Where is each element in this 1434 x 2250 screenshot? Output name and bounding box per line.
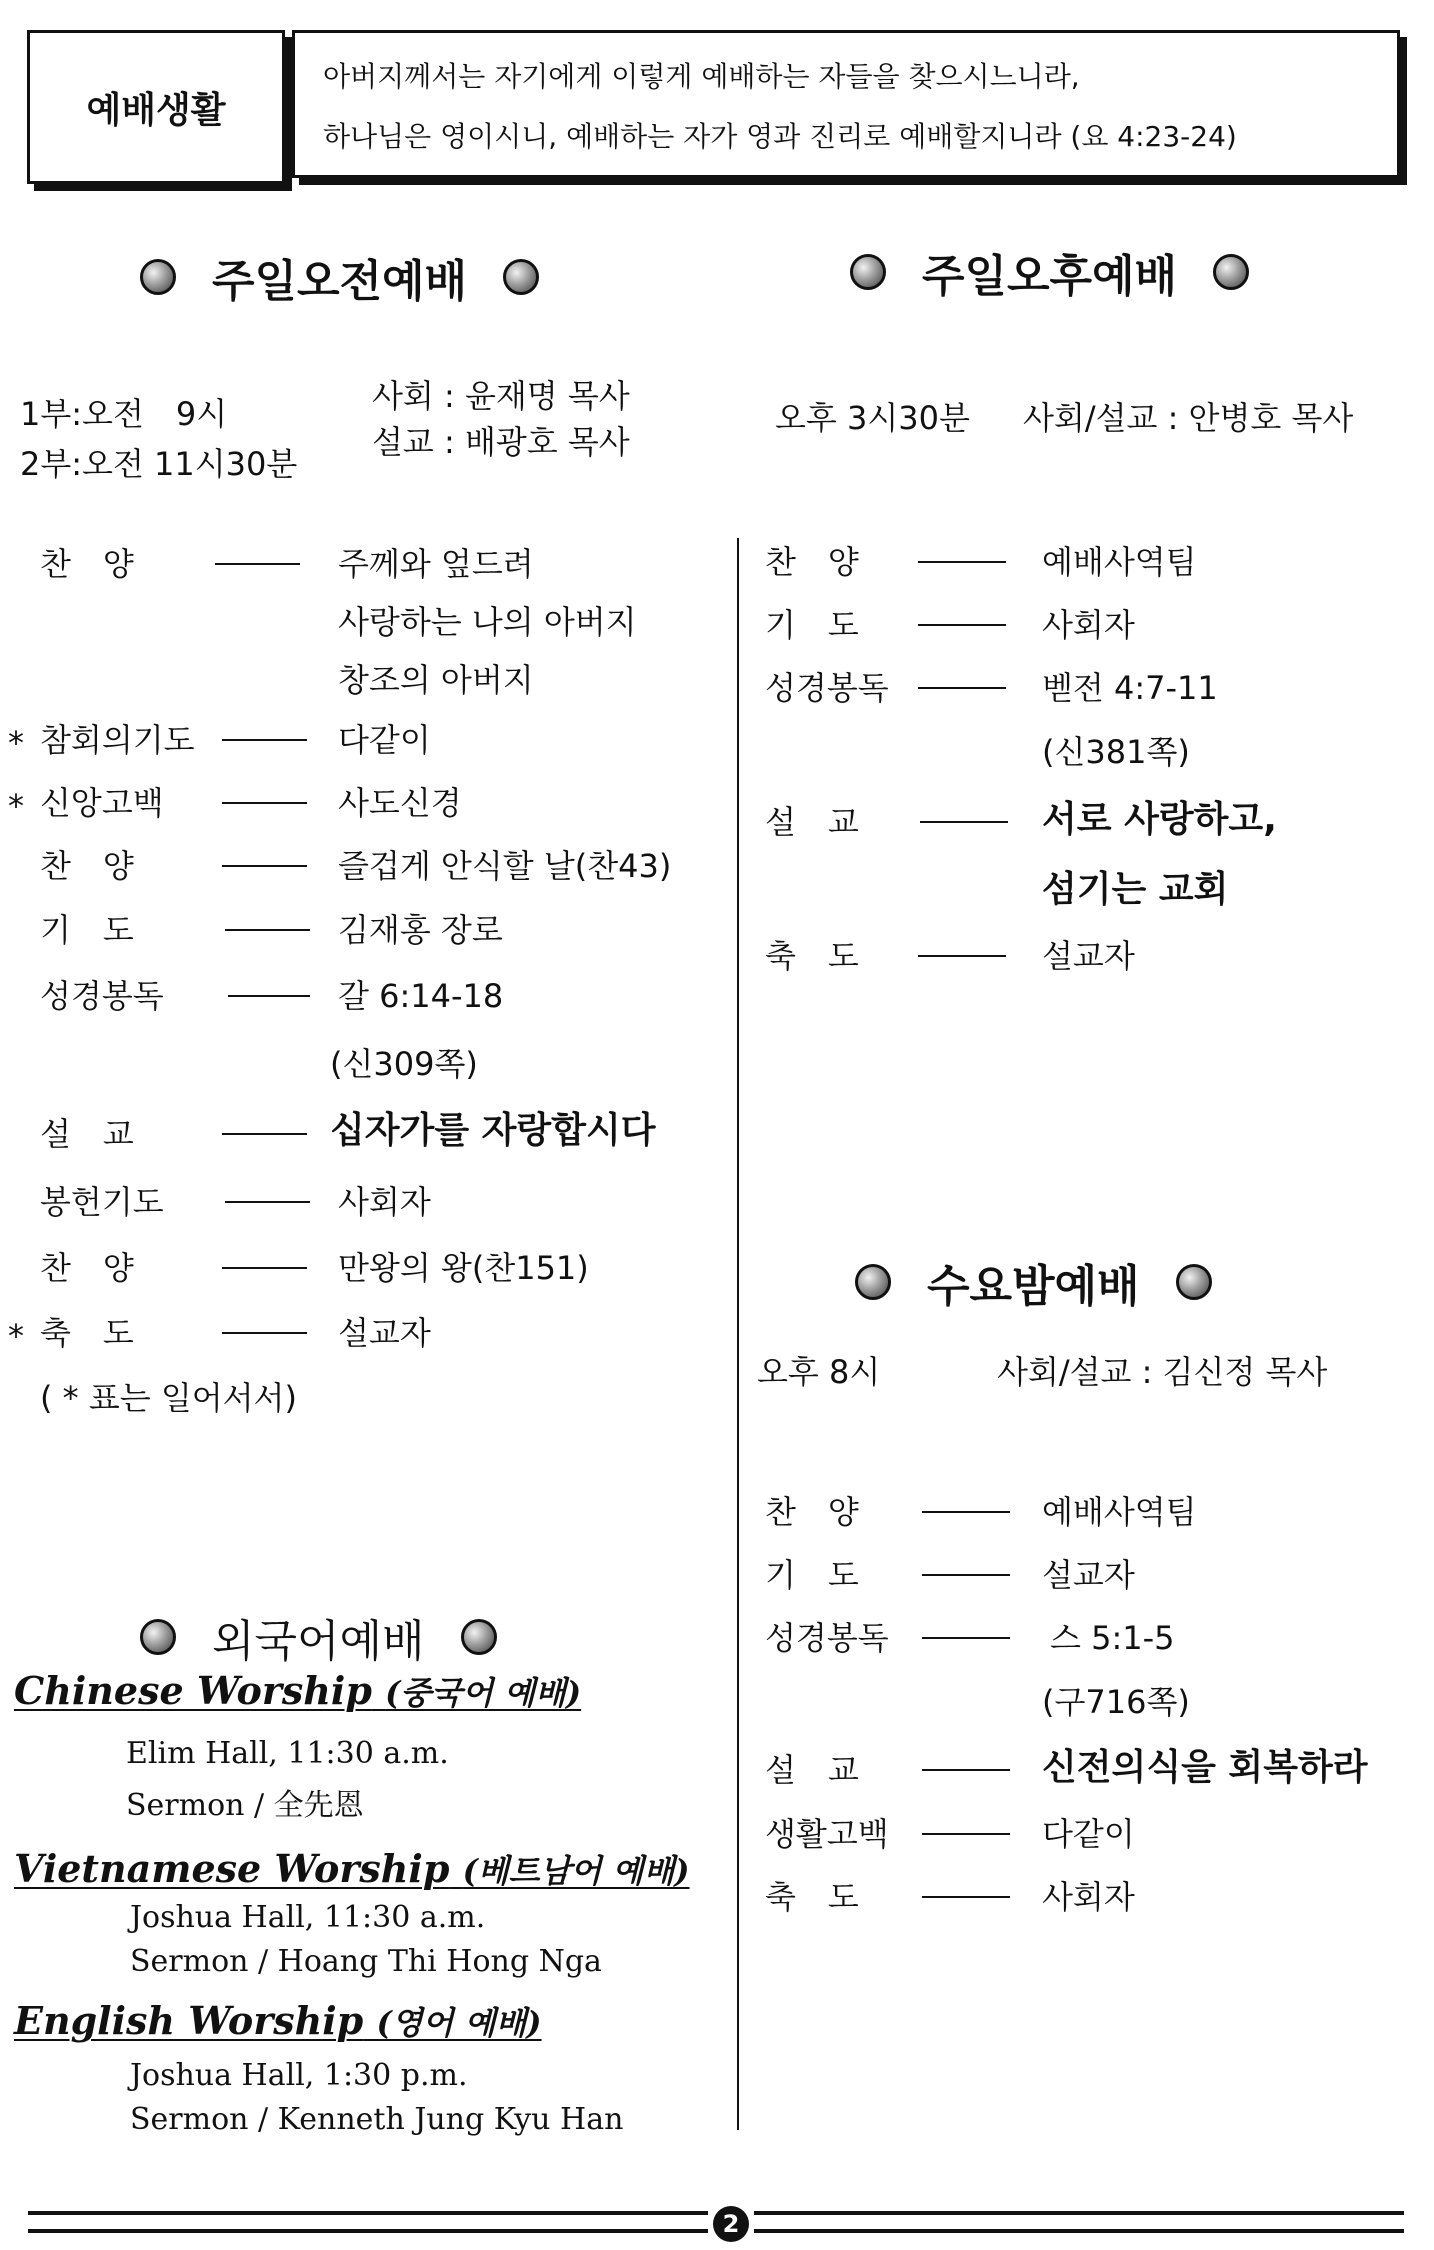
footer-rule-left-top xyxy=(28,2211,708,2215)
bullet-icon xyxy=(503,259,539,295)
order-label: 찬 양 xyxy=(765,543,859,581)
order-value: 주께와 엎드려 xyxy=(338,545,534,583)
footer-rule-right-bottom xyxy=(754,2229,1404,2233)
chinese-worship-sermon: Sermon / 全先恩 xyxy=(126,1788,364,1823)
morning-title-text: 주일오전예배 xyxy=(212,256,468,307)
bullet-icon xyxy=(140,259,176,295)
dash-line xyxy=(922,1637,1010,1639)
standing-note: ( * 표는 일어서서) xyxy=(40,1379,297,1417)
section-label xyxy=(27,30,285,184)
wednesday-title-text: 수요밤예배 xyxy=(927,1261,1140,1312)
order-value: 예배사역팀 xyxy=(1042,543,1197,581)
verse-line-1: 아버지께서는 자기에게 이렇게 예배하는 자들을 찾으시느니라, xyxy=(323,60,1080,93)
order-label: 생활고백 xyxy=(765,1815,889,1853)
morning-time-2: 2부:오전 11시30분 xyxy=(20,445,298,483)
order-label: 축 도 xyxy=(765,1878,859,1916)
afternoon-time: 오후 3시30분 xyxy=(775,399,970,437)
order-value: 다같이 xyxy=(338,721,431,759)
service-name-korean: (영어 예배) xyxy=(376,2004,542,2042)
order-label: 설 교 xyxy=(765,803,859,841)
order-value: 창조의 아버지 xyxy=(338,661,534,699)
order-value: 김재홍 장로 xyxy=(338,911,503,949)
order-value: 예배사역팀 xyxy=(1042,1493,1197,1531)
standing-mark: * xyxy=(8,724,24,762)
service-name: Vietnamese Worship xyxy=(14,1846,450,1891)
sermon-title: 십자가를 자랑합시다 xyxy=(330,1110,656,1151)
bible-verse-box xyxy=(292,30,1400,178)
order-label: 찬 양 xyxy=(40,545,134,583)
morning-time-1: 1부:오전 9시 xyxy=(20,395,228,433)
section-label-text: 예배생활 xyxy=(86,89,226,131)
order-value: 사회자 xyxy=(338,1183,431,1221)
standing-mark: * xyxy=(8,1317,24,1355)
chinese-worship-place: Elim Hall, 11:30 a.m. xyxy=(126,1736,449,1771)
vietnamese-worship-sermon: Sermon / Hoang Thi Hong Nga xyxy=(130,1944,602,1979)
order-label: 축 도 xyxy=(40,1314,134,1352)
dash-line xyxy=(222,739,307,741)
order-label: 기 도 xyxy=(40,911,134,949)
dash-line xyxy=(918,687,1006,689)
dash-line xyxy=(228,995,310,997)
order-value: 스 5:1-5 xyxy=(1050,1619,1175,1657)
page-number xyxy=(713,2206,749,2242)
bullet-icon xyxy=(1213,254,1249,290)
order-label: 성경봉독 xyxy=(40,977,164,1015)
afternoon-host: 사회/설교 : 안병호 목사 xyxy=(1023,399,1354,437)
order-value: 벧전 4:7-11 xyxy=(1042,669,1218,707)
morning-service-title xyxy=(140,245,539,309)
order-value: 설교자 xyxy=(338,1314,431,1352)
bullet-icon xyxy=(140,1619,176,1655)
foreign-service-title xyxy=(140,1605,497,1669)
afternoon-title-text: 주일오후예배 xyxy=(922,251,1178,302)
wednesday-time: 오후 8시 xyxy=(757,1353,881,1391)
dash-line xyxy=(922,1769,1010,1771)
bullet-icon xyxy=(1176,1264,1212,1300)
order-label: 기 도 xyxy=(765,606,859,644)
standing-mark: * xyxy=(8,787,24,825)
morning-host: 사회 : 윤재명 목사 xyxy=(372,377,630,415)
sermon-title-line-2: 섬기는 교회 xyxy=(1042,869,1229,910)
order-value: 만왕의 왕(찬151) xyxy=(338,1249,589,1287)
dash-line xyxy=(222,1133,307,1135)
order-value: 갈 6:14-18 xyxy=(338,977,504,1015)
wednesday-service-title xyxy=(855,1250,1212,1314)
dash-line xyxy=(920,821,1008,823)
order-value: 다같이 xyxy=(1042,1815,1135,1853)
english-worship-place: Joshua Hall, 1:30 p.m. xyxy=(130,2058,468,2093)
vietnamese-worship-place: Joshua Hall, 11:30 a.m. xyxy=(130,1900,486,1935)
dash-line xyxy=(918,624,1006,626)
dash-line xyxy=(222,1332,307,1334)
chinese-worship-heading xyxy=(14,1668,581,1714)
dash-line xyxy=(225,929,310,931)
order-value: 사회자 xyxy=(1042,606,1135,644)
dash-line xyxy=(222,865,307,867)
service-name: Chinese Worship xyxy=(14,1668,372,1713)
column-divider xyxy=(737,538,739,2130)
wednesday-host: 사회/설교 : 김신정 목사 xyxy=(997,1353,1328,1391)
order-label: 찬 양 xyxy=(765,1493,859,1531)
dash-line xyxy=(922,1896,1010,1898)
service-name-korean: (중국어 예배) xyxy=(385,1674,582,1712)
sermon-title: 신전의식을 회복하라 xyxy=(1042,1747,1368,1788)
bullet-icon xyxy=(850,254,886,290)
dash-line xyxy=(922,1833,1010,1835)
page-number-text: 2 xyxy=(722,2210,740,2238)
afternoon-service-title xyxy=(850,240,1249,304)
order-value: 즐겁게 안식할 날(찬43) xyxy=(338,847,672,885)
dash-line xyxy=(222,1267,307,1269)
dash-line xyxy=(215,563,300,565)
order-label: 찬 양 xyxy=(40,847,134,885)
order-label: 참회의기도 xyxy=(40,721,195,759)
english-worship-heading xyxy=(14,1998,542,2044)
service-name-korean: (베트남어 예배) xyxy=(462,1852,690,1890)
dash-line xyxy=(922,1574,1010,1576)
dash-line xyxy=(918,955,1006,957)
bullet-icon xyxy=(461,1619,497,1655)
order-value: 사도신경 xyxy=(338,784,462,822)
order-label: 축 도 xyxy=(765,937,859,975)
order-value: 설교자 xyxy=(1042,937,1135,975)
order-label: 설 교 xyxy=(40,1115,134,1153)
foreign-title-text: 외국어예배 xyxy=(212,1616,425,1667)
order-label: 성경봉독 xyxy=(765,669,889,707)
dash-line xyxy=(918,561,1006,563)
dash-line xyxy=(922,1511,1010,1513)
order-label: 설 교 xyxy=(765,1751,859,1789)
dash-line xyxy=(225,1201,310,1203)
order-label: 봉헌기도 xyxy=(40,1183,164,1221)
order-value: 사랑하는 나의 아버지 xyxy=(338,603,637,641)
english-worship-sermon: Sermon / Kenneth Jung Kyu Han xyxy=(130,2102,624,2137)
order-value: (구716쪽) xyxy=(1042,1683,1190,1721)
verse-line-2: 하나님은 영이시니, 예배하는 자가 영과 진리로 예배할지니라 (요 4:23-24) xyxy=(323,120,1237,153)
service-name: English Worship xyxy=(14,1998,364,2043)
order-label: 기 도 xyxy=(765,1556,859,1594)
order-value: (신309쪽) xyxy=(330,1045,478,1083)
bullet-icon xyxy=(855,1264,891,1300)
footer-rule-left-bottom xyxy=(28,2229,708,2233)
dash-line xyxy=(222,802,307,804)
footer-rule-right-top xyxy=(754,2211,1404,2215)
sermon-title: 서로 사랑하고, xyxy=(1042,799,1277,840)
morning-preacher: 설교 : 배광호 목사 xyxy=(372,423,630,461)
order-value: 설교자 xyxy=(1042,1556,1135,1594)
order-label: 찬 양 xyxy=(40,1249,134,1287)
order-value: (신381쪽) xyxy=(1042,733,1190,771)
order-value: 사회자 xyxy=(1042,1878,1135,1916)
vietnamese-worship-heading xyxy=(14,1846,690,1892)
order-label: 성경봉독 xyxy=(765,1619,889,1657)
order-label: 신앙고백 xyxy=(40,784,164,822)
